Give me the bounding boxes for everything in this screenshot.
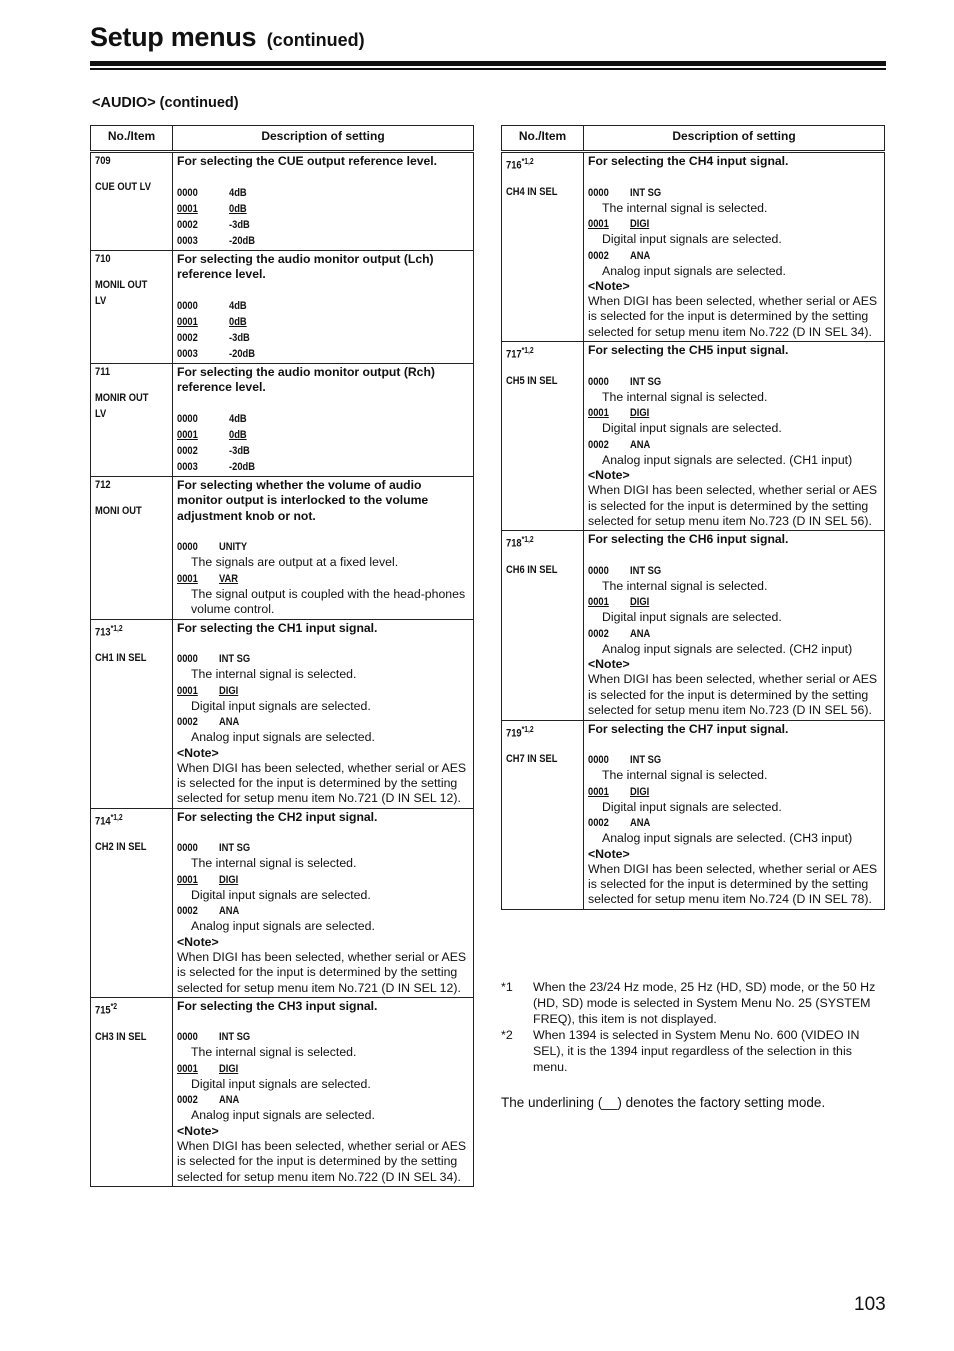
option-line [177,185,469,201]
option-description: The signal output is coupled with the head-phones volume control. [191,586,466,616]
table-row [91,152,474,251]
table-row [91,363,474,476]
item-name: CH1 IN SEL [95,652,147,665]
item-number-cell [502,531,584,720]
setting-title: For selecting the CH1 input signal. [177,620,378,635]
footnote-ref: *1,2 [521,157,534,166]
option-code: 0000 [588,564,609,577]
option-value: ANA [219,905,240,918]
option-value: 0dB [229,315,247,328]
option-line [177,571,469,587]
option-description: Digital input signals are selected. [602,421,782,436]
note-text: When DIGI has been selected, whether serial or AES is selected for the input is determined by the setting selected for setup menu item No.721 (D IN SEL 12). [177,760,467,806]
setting-title: For selecting the CH6 input signal. [588,532,789,547]
description-cell [584,152,885,342]
item-name: CH7 IN SEL [506,753,558,766]
option-line [588,405,880,421]
item-name: CUE OUT LV [95,181,151,193]
footnote-ref: *1,2 [110,623,123,633]
option-code: 0000 [177,541,198,553]
option-code: 0002 [177,1094,198,1107]
item-number-cell [91,997,173,1186]
option-description: The internal signal is selected. [602,389,768,404]
option-value: VAR [219,572,239,585]
table-row [91,997,474,1186]
option-code: 0001 [177,315,198,328]
option-line [588,594,880,610]
option-line [177,233,469,249]
option-value: -3dB [229,218,250,231]
footnote-ref: *1,2 [521,346,534,356]
item-number-text: 709 [95,155,111,167]
option-code: 0000 [177,412,198,425]
option-value: INT SG [219,653,251,665]
item-name: CH3 IN SEL [95,1030,147,1043]
option-code: 0002 [588,817,609,830]
option-line [588,815,880,831]
option-value: 4dB [229,412,247,425]
item-number-cell [91,152,173,251]
option-description: Digital input signals are selected. [602,799,782,814]
option-value: ANA [630,627,651,640]
note-heading: <Note> [588,657,630,672]
option-line [177,443,469,459]
note-text: When DIGI has been selected, whether serial or AES is selected for the input is determined by the setting selected for setup menu item No.722 (D IN SEL 34). [177,1138,467,1184]
option-description: Analog input signals are selected. (CH1 input) [602,452,853,467]
footnote [501,1027,885,1075]
item-name: CH5 IN SEL [506,374,558,387]
option-line [177,1061,469,1077]
option-code: 0001 [177,873,198,886]
table-row [91,250,474,363]
col-header-desc: Description of setting [173,126,474,152]
setting-title: For selecting the CH3 input signal. [177,998,378,1013]
setting-title: For selecting the CH4 input signal. [588,154,789,168]
note-text: When DIGI has been selected, whether serial or AES is selected for the input is determined by the setting selected for setup menu item No.723 (D IN SEL 56). [588,672,878,718]
option-list [177,298,469,362]
item-number-text: 716 [506,159,522,172]
option-value: -3dB [229,444,250,457]
header-rule-thick [90,61,886,66]
footnote-mark: *2 [501,1028,513,1042]
option-value: DIGI [219,684,239,697]
option-line [588,437,880,453]
option-value: DIGI [219,1062,239,1075]
table-row [91,619,474,808]
option-code: 0001 [588,407,609,420]
option-value: ANA [630,249,651,262]
option-code: 0001 [588,596,609,609]
item-number-cell [502,720,584,909]
option-description: The internal signal is selected. [602,578,768,593]
note-heading: <Note> [177,934,219,949]
option-line [177,330,469,346]
item-number-text: 711 [95,365,111,378]
item-name: MONI OUT [95,504,142,517]
option-value: INT SG [219,1031,251,1044]
option-list [588,185,880,280]
note-heading: <Note> [177,1123,219,1138]
item-number-text: 713 [95,626,111,639]
page-title-continued: (continued) [266,30,365,50]
option-description: The internal signal is selected. [602,768,768,783]
setting-title: For selecting the CUE output reference level. [177,154,438,168]
setting-title: For selecting the audio monitor output (Lch) reference level. [177,251,434,281]
option-description: Analog input signals are selected. [191,730,375,744]
item-number-text: 717 [506,348,522,361]
footnote [501,979,885,1027]
option-list [177,411,469,475]
page-header [90,22,365,53]
description-cell [584,531,885,720]
item-number [506,154,568,174]
footnote-ref: *1,2 [521,724,534,734]
option-code: 0000 [177,299,198,312]
description-cell [584,720,885,909]
note-text: When DIGI has been selected, whether serial or AES is selected for the input is determined by the setting selected for setup menu item No.721 (D IN SEL 12). [177,949,467,995]
option-line [177,459,469,475]
option-code: 0000 [588,754,609,767]
option-line [177,346,469,362]
option-code: 0002 [588,249,609,262]
item-number-cell [91,808,173,997]
table-row [502,152,885,342]
item-name: MONIL OUT LV [95,278,148,307]
option-list [588,752,880,847]
option-code: 0002 [177,218,198,231]
description-cell [173,808,474,997]
option-description: Digital input signals are selected. [191,887,371,902]
section-heading: <AUDIO> (continued) [92,95,239,111]
item-number [95,365,157,380]
col-header-desc: Description of setting [584,126,885,152]
note-heading: <Note> [588,846,630,861]
option-value: INT SG [630,754,662,767]
setting-title: For selecting the CH2 input signal. [177,809,378,824]
option-line [177,217,469,233]
option-value: INT SG [630,375,662,388]
description-cell [584,342,885,531]
option-value: UNITY [219,541,248,553]
setting-title: For selecting the audio monitor output (Rch) reference level. [177,364,435,394]
option-list [177,185,469,249]
item-number [95,478,157,493]
item-number-cell [502,342,584,531]
footnote-mark: *1 [501,980,513,994]
option-line [588,185,880,201]
option-line [177,714,469,730]
option-line [588,752,880,768]
option-line [177,1092,469,1108]
option-line [588,248,880,264]
option-line [177,651,469,667]
table-row [502,531,885,720]
option-code: 0001 [177,684,198,697]
table-row [502,342,885,531]
option-line [588,216,880,232]
option-value: -20dB [229,460,255,473]
option-line [588,784,880,800]
option-description: Analog input signals are selected. [191,1108,375,1123]
item-number [95,810,157,830]
option-description: Analog input signals are selected. (CH3 input) [602,831,853,846]
option-description: The signals are output at a fixed level. [191,555,399,569]
option-value: 4dB [229,299,247,312]
note-text: When DIGI has been selected, whether serial or AES is selected for the input is determined by the setting selected for setup menu item No.722 (D IN SEL 34). [588,294,878,339]
table-row [91,808,474,997]
option-code: 0001 [177,428,198,441]
note-text: When DIGI has been selected, whether serial or AES is selected for the input is determined by the setting selected for setup menu item No.724 (D IN SEL 78). [588,861,878,907]
option-line [177,872,469,888]
option-code: 0001 [177,1062,198,1075]
item-number [506,532,568,552]
option-code: 0001 [177,202,198,215]
option-line [177,1029,469,1045]
option-line [177,840,469,856]
item-number-text: 710 [95,252,111,265]
footnote-text: When 1394 is selected in System Menu No. 600 (VIDEO IN SEL), it is the 1394 input regardless of the selection in this menu. [533,1028,860,1074]
option-value: -20dB [229,234,255,247]
page-number: 103 [854,1294,886,1315]
option-value: ANA [219,716,240,728]
item-number-cell [91,476,173,619]
description-cell [173,619,474,808]
footnote-ref: *1,2 [521,535,534,545]
option-code: 0003 [177,460,198,473]
option-list [177,539,469,618]
note-heading: <Note> [588,279,630,293]
item-name: CH6 IN SEL [506,564,558,577]
item-number [506,722,568,742]
note-heading: <Note> [588,468,630,483]
option-code: 0001 [588,218,609,230]
option-description: The internal signal is selected. [191,1045,357,1060]
option-line [177,314,469,330]
col-header-no: No./Item [502,126,584,152]
option-value: 4dB [229,186,247,199]
option-code: 0003 [177,234,198,247]
option-description: The internal signal is selected. [191,856,357,871]
col-header-no: No./Item [91,126,173,152]
option-code: 0000 [588,375,609,388]
option-line [588,563,880,579]
option-value: -20dB [229,347,255,360]
item-number-text: 714 [95,815,111,828]
item-name: CH2 IN SEL [95,841,147,854]
item-number-text: 715 [95,1004,111,1017]
option-code: 0002 [177,444,198,457]
option-description: Digital input signals are selected. [191,1076,371,1091]
option-description: Digital input signals are selected. [191,698,371,713]
item-number [95,621,157,641]
option-code: 0001 [177,572,198,585]
option-value: DIGI [630,785,650,798]
option-list [588,374,880,469]
option-code: 0002 [177,716,198,728]
item-number-cell [502,152,584,342]
option-value: DIGI [630,218,650,230]
option-code: 0000 [588,186,609,199]
option-value: DIGI [630,596,650,609]
option-description: Analog input signals are selected. [191,919,375,934]
item-name: MONIR OUT LV [95,391,149,420]
option-value: DIGI [219,873,239,886]
table-row [91,476,474,619]
option-value: -3dB [229,331,250,344]
option-list [588,563,880,658]
option-code: 0002 [177,905,198,918]
option-value: ANA [630,438,651,451]
table-row [502,720,885,909]
footnote-ref: *1,2 [110,812,123,822]
option-value: ANA [219,1094,240,1107]
option-code: 0000 [177,653,198,665]
item-number-text: 719 [506,727,522,740]
item-number [95,154,157,169]
setting-title: For selecting the CH7 input signal. [588,721,789,736]
option-line [588,626,880,642]
option-list [177,1029,469,1124]
note-heading: <Note> [177,745,219,760]
option-value: INT SG [630,186,662,199]
option-line [177,427,469,443]
option-code: 0001 [588,785,609,798]
option-code: 0000 [177,1031,198,1044]
option-line [177,539,469,555]
option-description: Digital input signals are selected. [602,232,782,246]
option-value: INT SG [630,564,662,577]
option-line [177,298,469,314]
description-cell [173,476,474,619]
option-description: The internal signal is selected. [191,667,357,681]
option-code: 0002 [588,438,609,451]
setting-title: For selecting whether the volume of audio monitor output is interlocked to the volume adjustment knob or not. [177,477,429,523]
item-number-cell [91,250,173,363]
option-code: 0002 [588,627,609,640]
header-rule-thin [90,68,886,70]
item-number [506,343,568,363]
option-code: 0000 [177,186,198,199]
setting-title: For selecting the CH5 input signal. [588,343,789,358]
note-text: When DIGI has been selected, whether serial or AES is selected for the input is determined by the setting selected for setup menu item No.723 (D IN SEL 56). [588,483,878,529]
option-line [177,201,469,217]
description-cell [173,997,474,1186]
option-line [177,683,469,699]
description-cell [173,152,474,251]
settings-table-left [90,125,474,1187]
item-number-text: 718 [506,538,522,551]
option-code: 0003 [177,347,198,360]
option-value: DIGI [630,407,650,420]
underline-legend: The underlining (__) denotes the factory setting mode. [501,1095,826,1110]
option-description: Digital input signals are selected. [602,610,782,625]
page-title: Setup menus [90,22,257,52]
item-number [95,252,157,267]
option-value: 0dB [229,428,247,441]
item-name: CH4 IN SEL [506,185,558,198]
option-code: 0000 [177,842,198,855]
option-line [177,411,469,427]
option-description: The internal signal is selected. [602,200,768,215]
item-number-cell [91,619,173,808]
settings-table-right [501,125,885,910]
option-list [177,651,469,746]
option-line [177,903,469,919]
option-description: Analog input signals are selected. [602,263,786,278]
option-value: ANA [630,817,651,830]
description-cell [173,363,474,476]
footnote-text: When the 23/24 Hz mode, 25 Hz (HD, SD) mode, or the 50 Hz (HD, SD) mode is selected in System Menu No. 25 (SYSTEM FREQ), this item is not displayed. [533,980,876,1026]
option-value: 0dB [229,202,247,215]
item-number-cell [91,363,173,476]
item-number [95,999,157,1019]
option-line [588,374,880,390]
option-value: INT SG [219,842,251,855]
option-code: 0002 [177,331,198,344]
footnote-ref: *2 [110,1001,118,1011]
item-number-text: 712 [95,478,111,491]
description-cell [173,250,474,363]
option-list [177,840,469,935]
option-description: Analog input signals are selected. (CH2 input) [602,641,853,656]
